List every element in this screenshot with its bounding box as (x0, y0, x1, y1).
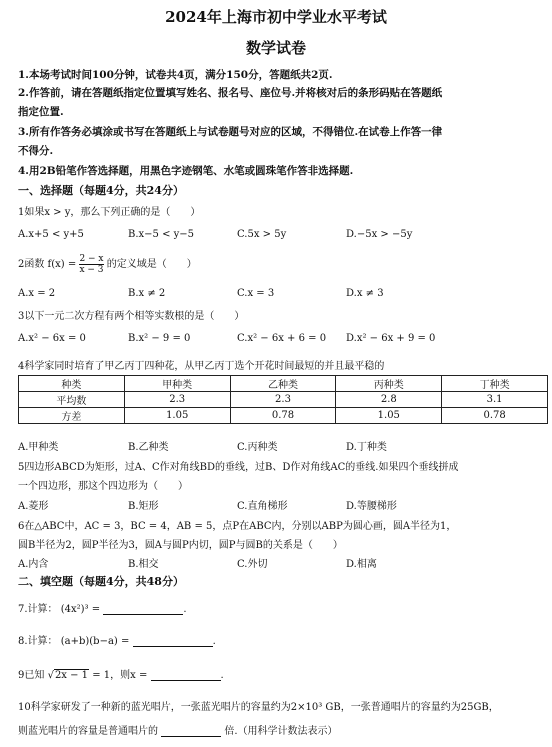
q10-line-2-post: 倍.（用科学计数法表示） (224, 726, 338, 737)
table-header-cell: 丙种类 (336, 376, 442, 392)
q4-option-c: C.丙种类 (237, 442, 278, 453)
q9-radicand: 2x − 1 (54, 670, 89, 681)
exam-title: 2024年上海市初中学业水平考试 (165, 8, 387, 26)
q10-line-1: 10科学家研发了一种新的蓝光唱片，一张蓝光唱片的容量约为2×10³ GB，一张普通唱片的容量约为25GB， (18, 702, 499, 713)
q6-stem-line-2: 圆B半径为2，圆P半径为3，圆A与圆P内切，圆P与圆B的关系是（ ） (18, 540, 343, 551)
q5-option-a: A.菱形 (18, 501, 49, 512)
q2-option-c: C.x = 3 (237, 288, 275, 299)
q3-option-b: B.x² − 9 = 0 (128, 333, 191, 344)
instruction-line-6: 4.用2B铅笔作答选择题，用黑色字迹钢笔、水笔或圆珠笔作答非选择题. (18, 165, 354, 177)
q1-option-c: C.5x > 5y (237, 229, 287, 240)
q10-line-2-pre: 则蓝光唱片的容量是普通唱片的 (18, 726, 158, 737)
q9: 9已知 √2x − 1 = 1，则x = . (18, 670, 224, 681)
q8-expression: (a+b)(b−a) = (60, 636, 130, 647)
q5-option-d: D.等腰梯形 (346, 501, 397, 512)
q1-option-b: B.x−5 < y−5 (128, 229, 195, 240)
q8-label: 8.计算： (18, 636, 58, 647)
q2-fraction-numerator: 2 − x (79, 254, 104, 264)
q4-data-table (18, 375, 548, 424)
table-header-cell: 种类 (19, 376, 125, 392)
q6-option-c: C.外切 (237, 559, 268, 570)
instruction-line-3: 指定位置. (18, 106, 64, 118)
q2-option-b: B.x ≠ 2 (128, 288, 166, 299)
table-cell: 0.78 (230, 408, 336, 424)
q7-expression: (4x²)³ = (60, 604, 101, 615)
q2-stem-pre: 2函数 f(x) = (18, 259, 77, 270)
q10-answer-blank[interactable] (161, 725, 221, 737)
table-header-row (19, 376, 548, 392)
q4-option-b: B.乙种类 (128, 442, 169, 453)
instruction-line-4: 3.所有作答务必填涂或书写在答题纸上与试卷题号对应的区域，不得错位.在试卷上作答一律 (18, 126, 443, 138)
q3-option-a: A.x² − 6x = 0 (18, 333, 86, 344)
q7: 7.计算： (4x²)³ = . (18, 604, 187, 615)
table-cell: 1.05 (336, 408, 442, 424)
table-row (19, 392, 548, 408)
table-cell: 2.8 (336, 392, 442, 408)
table-header-cell: 乙种类 (230, 376, 336, 392)
q5-stem-line-1: 5四边形ABCD为矩形，过A、C作对角线BD的垂线，过B、D作对角线AC的垂线.如果四个垂线拼成 (18, 462, 459, 473)
table-header-cell: 丁种类 (442, 376, 548, 392)
q3-option-c: C.x² − 6x + 6 = 0 (237, 333, 327, 344)
q6-stem-line-1: 6在△ABC中，AC = 3，BC = 4，AB = 5，点P在ABC内，分别以ABP为圆心画，圆A半径为1， (18, 521, 457, 532)
q8-answer-blank[interactable] (133, 635, 213, 647)
q3-option-d: D.x² − 6x + 9 = 0 (346, 333, 436, 344)
table-header-cell: 甲种类 (124, 376, 230, 392)
q2-stem (18, 254, 197, 275)
q5-option-b: B.矩形 (128, 501, 159, 512)
q6-option-d: D.相离 (346, 559, 377, 570)
q2-stem-post: 的定义域是（ ） (106, 259, 197, 270)
q6-option-a: A.内含 (18, 559, 49, 570)
table-cell: 3.1 (442, 392, 548, 408)
q2-fraction (79, 254, 103, 275)
table-cell: 2.3 (230, 392, 336, 408)
instruction-line-1: 1.本场考试时间100分钟，试卷共4页，满分150分，答题纸共2页. (18, 69, 333, 81)
q4-option-a: A.甲种类 (18, 442, 59, 453)
q7-label: 7.计算： (18, 604, 58, 615)
q9-pre: 9已知 (18, 670, 45, 681)
q2-option-a: A.x = 2 (18, 288, 56, 299)
section-fill-title: 二、填空题（每题4分，共48分） (18, 575, 184, 588)
instruction-line-5: 不得分. (18, 145, 54, 157)
instruction-line-2: 2.作答前，请在答题纸指定位置填写姓名、报名号、座位号.并将核对后的条形码贴在答题纸 (18, 87, 443, 99)
q2-fraction-denominator: x − 3 (79, 265, 104, 275)
q9-answer-blank[interactable] (151, 669, 221, 681)
sqrt-icon: √ (47, 670, 54, 681)
q2-option-d: D.x ≠ 3 (346, 288, 384, 299)
q9-post: = 1，则x = (92, 670, 148, 681)
q4-stem: 4科学家同时培育了甲乙丙丁四种花，从甲乙丙丁选个开花时间最短的并且最平稳的 (18, 361, 385, 372)
q4-option-d: D.丁种类 (346, 442, 387, 453)
q1-stem: 1如果x > y，那么下列正确的是（ ） (18, 207, 201, 218)
q5-option-c: C.直角梯形 (237, 501, 288, 512)
exam-subtitle: 数学试卷 (245, 39, 306, 57)
table-cell: 1.05 (124, 408, 230, 424)
q1-option-d: D.−5x > −5y (346, 229, 413, 240)
table-cell: 平均数 (19, 392, 125, 408)
section-choice-title: 一、选择题（每题4分，共24分） (18, 184, 184, 197)
table-cell: 0.78 (442, 408, 548, 424)
table-row (19, 408, 548, 424)
q3-stem: 3以下一元二次方程有两个相等实数根的是（ ） (18, 311, 245, 322)
table-cell: 方差 (19, 408, 125, 424)
q6-option-b: B.相交 (128, 559, 159, 570)
q1-option-a: A.x+5 < y+5 (18, 229, 84, 240)
q7-answer-blank[interactable] (103, 603, 183, 615)
table-cell: 2.3 (124, 392, 230, 408)
q5-stem-line-2: 一个四边形，那这个四边形为（ ） (18, 481, 188, 492)
q8: 8.计算： (a+b)(b−a) = . (18, 636, 216, 647)
q10-line-2 (18, 722, 338, 737)
